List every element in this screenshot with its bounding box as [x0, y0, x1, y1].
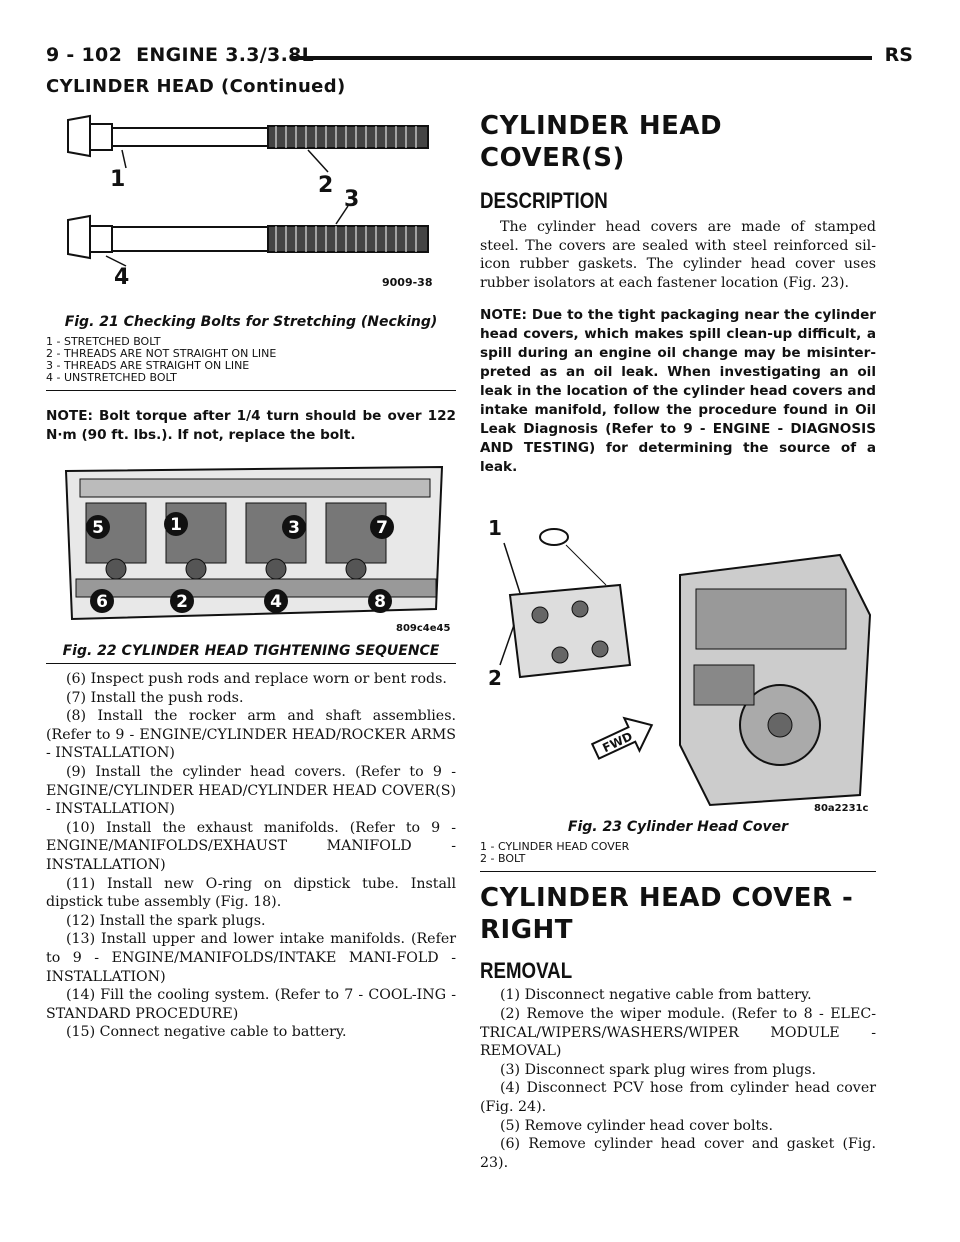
description-text: The cylinder head covers are made of stamped steel. The covers are sealed with steel reinforced sil-icon rubber gaskets. The cylinder head cover uses rubber isolators at each fastener location (Fig. 23). — [480, 219, 876, 291]
step: (2) Remove the wiper module. (Refer to 8 - ELEC-TRICAL/WIPERS/WASHERS/WIPER MODULE - REMOVAL) — [480, 1005, 876, 1060]
figure-code: 9009-38 — [382, 276, 433, 289]
cylinder-head-illustration — [46, 459, 456, 639]
fwd-label: FWD — [600, 729, 635, 756]
install-steps — [46, 670, 456, 1042]
legend-item: 2 - THREADS ARE NOT STRAIGHT ON LINE — [46, 347, 277, 360]
header-rule — [292, 56, 872, 60]
fig22-caption: Fig. 22 CYLINDER HEAD TIGHTENING SEQUENCE — [62, 643, 440, 659]
step: (8) Install the rocker arm and shaft assemblies. (Refer to 9 - ENGINE/CYLINDER HEAD/ROCKER ARMS - INSTALLATION) — [46, 708, 456, 762]
sequence-6: 6 — [96, 592, 108, 612]
forward-arrow-icon — [588, 709, 659, 768]
divider — [46, 390, 456, 391]
step: (3) Disconnect spark plug wires from plugs. — [500, 1061, 816, 1078]
unstretched-bolt — [68, 216, 428, 258]
continued-heading: CYLINDER HEAD (Continued) — [46, 76, 346, 97]
callout-1: 1 — [488, 516, 502, 541]
figure-code: 80a2231c — [814, 803, 869, 815]
step: (13) Install upper and lower intake manifolds. (Refer to 9 - ENGINE/MANIFOLDS/INTAKE MANI-FOLD - INSTALLATION) — [46, 931, 456, 985]
fig21-legend — [46, 336, 456, 384]
step: (14) Fill the cooling system. (Refer to 7 - COOL-ING - STANDARD PROCEDURE) — [46, 987, 456, 1022]
step: (6) Inspect push rods and replace worn or bent rods. — [66, 671, 447, 687]
step: (5) Remove cylinder head cover bolts. — [500, 1117, 773, 1134]
legend-item: 2 - BOLT — [480, 852, 526, 866]
sequence-2: 2 — [176, 592, 188, 612]
sequence-8: 8 — [374, 592, 386, 612]
divider — [480, 871, 876, 872]
sequence-1: 1 — [170, 515, 182, 535]
oil-leak-note: NOTE: Due to the tight packaging near the cylinder head covers, which makes spill clean-up difficult, a spill during an engine oil change may be misinter-preted as an oil leak. When investigating an oil leak in the location of the cylinder head covers and intake manifold, follow the procedure found in Oil Leak Diagnosis (Refer to 9 - ENGINE - DIAGNOSIS AND TESTING) for determining the source of a leak. — [480, 307, 876, 476]
step: (10) Install the exhaust manifolds. (Refer to 9 - ENGINE/MANIFOLDS/EXHAUST MANIFOLD - INSTALLATION) — [46, 819, 456, 873]
legend-item: 4 - UNSTRETCHED BOLT — [46, 371, 177, 384]
head-cover-illustration — [480, 505, 876, 817]
legend-item: 1 - STRETCHED BOLT — [46, 335, 161, 348]
callout-2: 2 — [488, 666, 502, 691]
step: (9) Install the cylinder head covers. (Refer to 9 - ENGINE/CYLINDER HEAD/CYLINDER HEAD COVER(S) - INSTALLATION) — [46, 763, 456, 818]
model-code: RS — [884, 44, 913, 66]
callout-4: 4 — [114, 265, 130, 290]
subsection-title: REMOVAL — [480, 958, 573, 984]
page-header — [46, 44, 314, 66]
divider — [46, 663, 456, 664]
step: (12) Install the spark plugs. — [66, 912, 266, 929]
sequence-4: 4 — [270, 592, 282, 612]
figure-21 — [46, 106, 456, 306]
callout-1: 1 — [110, 167, 126, 192]
callout-3: 3 — [344, 187, 360, 212]
step: (6) Remove cylinder head cover and gasket (Fig. 23). — [480, 1136, 876, 1171]
subsection-title: DESCRIPTION — [480, 188, 608, 213]
sequence-3: 3 — [288, 518, 300, 538]
step: (7) Install the push rods. — [66, 689, 244, 706]
fig23-caption: Fig. 23 Cylinder Head Cover — [567, 819, 789, 836]
step: (4) Disconnect PCV hose from cylinder head cover (Fig. 24). — [480, 1080, 876, 1115]
right-column — [480, 110, 876, 1172]
step: (15) Connect negative cable to battery. — [66, 1024, 347, 1041]
figure-code: 809c4e45 — [396, 623, 451, 634]
section-title: CYLINDER HEAD COVER(S) — [480, 111, 723, 173]
section-name: ENGINE 3.3/3.8L — [136, 44, 315, 66]
removal-steps — [480, 986, 876, 1172]
fig21-caption: Fig. 21 Checking Bolts for Stretching (Necking) — [64, 314, 438, 330]
step: (11) Install new O-ring on dipstick tube. Install dipstick tube assembly (Fig. 18). — [46, 875, 456, 911]
sequence-7: 7 — [376, 518, 388, 538]
bolt-illustration — [46, 106, 456, 306]
figure-22 — [46, 459, 456, 639]
figure-23 — [480, 505, 876, 817]
step: (1) Disconnect negative cable from battery. — [500, 987, 812, 1004]
fig23-legend — [480, 841, 876, 865]
section-title: CYLINDER HEAD COVER - RIGHT — [480, 883, 854, 946]
legend-item: 3 - THREADS ARE STRAIGHT ON LINE — [46, 359, 250, 372]
callout-2: 2 — [318, 173, 334, 198]
left-column — [46, 106, 456, 1042]
sequence-5: 5 — [92, 518, 104, 538]
legend-item: 1 - CYLINDER HEAD COVER — [480, 840, 630, 854]
page-number: 9 - 102 — [46, 44, 123, 66]
torque-note: NOTE: Bolt torque after 1/4 turn should be over 122 N·m (90 ft. lbs.). If not, replace the bolt. — [46, 408, 456, 443]
